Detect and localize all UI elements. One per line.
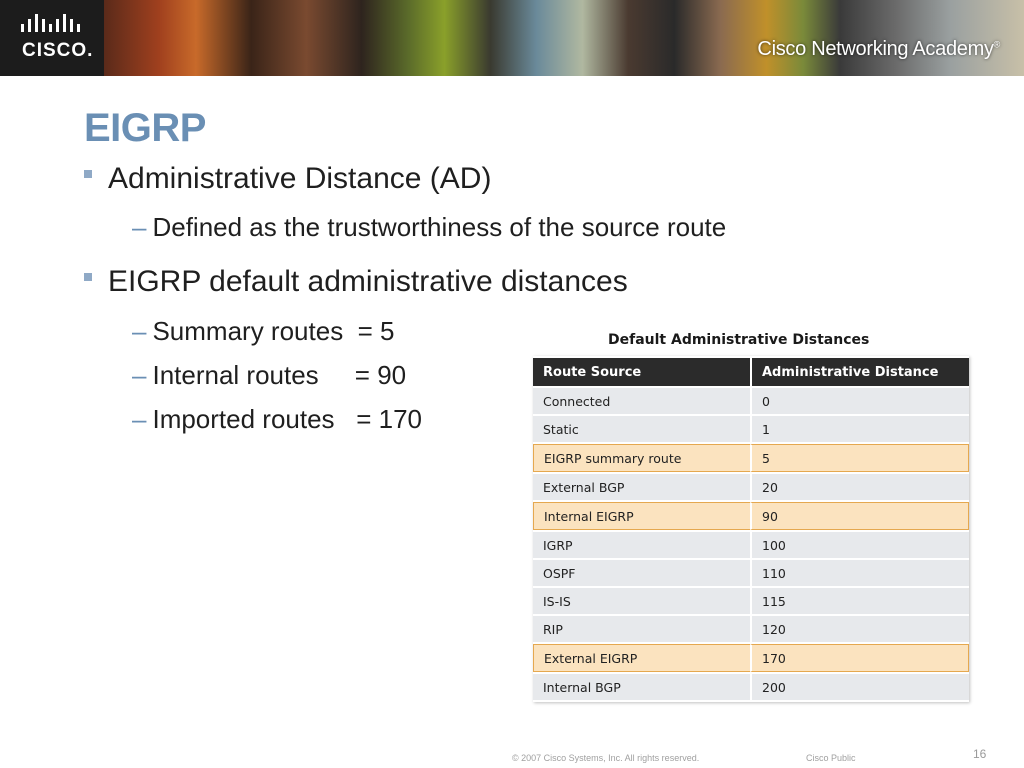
bullet-1-sub-1 (132, 212, 726, 243)
admin-distance-cell: 0 (750, 388, 969, 414)
dash-icon: – (132, 212, 147, 242)
admin-distance-cell: 200 (750, 674, 969, 700)
route-source-cell: EIGRP summary route (533, 444, 750, 472)
admin-distance-cell: 110 (750, 560, 969, 586)
column-header-admin-distance: Administrative Distance (750, 358, 969, 386)
dash-icon: – (132, 360, 147, 390)
bullet-square-icon (84, 273, 92, 281)
route-source-cell: External BGP (533, 474, 750, 500)
route-source-cell: Internal BGP (533, 674, 750, 700)
route-source-cell: Internal EIGRP (533, 502, 750, 530)
header-banner (0, 0, 1024, 76)
cisco-logo (0, 0, 104, 76)
table-row (533, 388, 969, 414)
academy-title (757, 38, 1000, 61)
table-row (533, 532, 969, 558)
cisco-bars-icon (21, 14, 85, 36)
admin-distance-cell: 20 (750, 474, 969, 500)
bullet-2 (84, 265, 628, 299)
table-row (533, 616, 969, 642)
route-source-cell: IS-IS (533, 588, 750, 614)
admin-distance-cell: 115 (750, 588, 969, 614)
table-body (533, 388, 969, 700)
sub-text: Internal routes = 90 (152, 360, 407, 390)
table-row (533, 502, 969, 530)
route-source-cell: IGRP (533, 532, 750, 558)
table-row (533, 560, 969, 586)
copyright-text: © 2007 Cisco Systems, Inc. All rights reserved. (512, 753, 700, 763)
route-source-cell: External EIGRP (533, 644, 750, 672)
admin-distance-cell: 90 (750, 502, 969, 530)
academy-name: Cisco Networking Academy (757, 38, 994, 60)
column-header-route-source: Route Source (533, 358, 750, 386)
bullet-2-sub-3 (132, 404, 422, 435)
bullet-2-sub-1 (132, 316, 395, 347)
table-caption: Default Administrative Distances (608, 332, 870, 348)
bullet-1-text: Administrative Distance (AD) (108, 162, 492, 195)
table-row (533, 416, 969, 442)
page-number: 16 (973, 747, 987, 761)
table-row (533, 644, 969, 672)
sub-text: Defined as the trustworthiness of the source route (152, 212, 727, 242)
admin-distance-cell: 100 (750, 532, 969, 558)
bullet-square-icon (84, 170, 92, 178)
admin-distance-cell: 120 (750, 616, 969, 642)
route-source-cell: Static (533, 416, 750, 442)
bullet-2-sub-2 (132, 360, 406, 391)
table-row (533, 674, 969, 700)
table-row (533, 588, 969, 614)
table-header-row (533, 358, 969, 386)
registered-mark: ® (993, 39, 1000, 50)
admin-distance-cell: 1 (750, 416, 969, 442)
sub-text: Summary routes = 5 (152, 316, 395, 346)
classification-label: Cisco Public (806, 753, 856, 763)
slide-title: EIGRP (84, 106, 206, 150)
cisco-wordmark: CISCO. (22, 40, 94, 61)
admin-distance-cell: 5 (750, 444, 969, 472)
route-source-cell: OSPF (533, 560, 750, 586)
dash-icon: – (132, 404, 147, 434)
sub-text: Imported routes = 170 (152, 404, 423, 434)
route-source-cell: Connected (533, 388, 750, 414)
admin-distance-cell: 170 (750, 644, 969, 672)
bullet-2-text: EIGRP default administrative distances (108, 265, 628, 298)
table-row (533, 474, 969, 500)
dash-icon: – (132, 316, 147, 346)
ad-table (533, 356, 969, 702)
route-source-cell: RIP (533, 616, 750, 642)
table-row (533, 444, 969, 472)
bullet-1 (84, 162, 491, 196)
